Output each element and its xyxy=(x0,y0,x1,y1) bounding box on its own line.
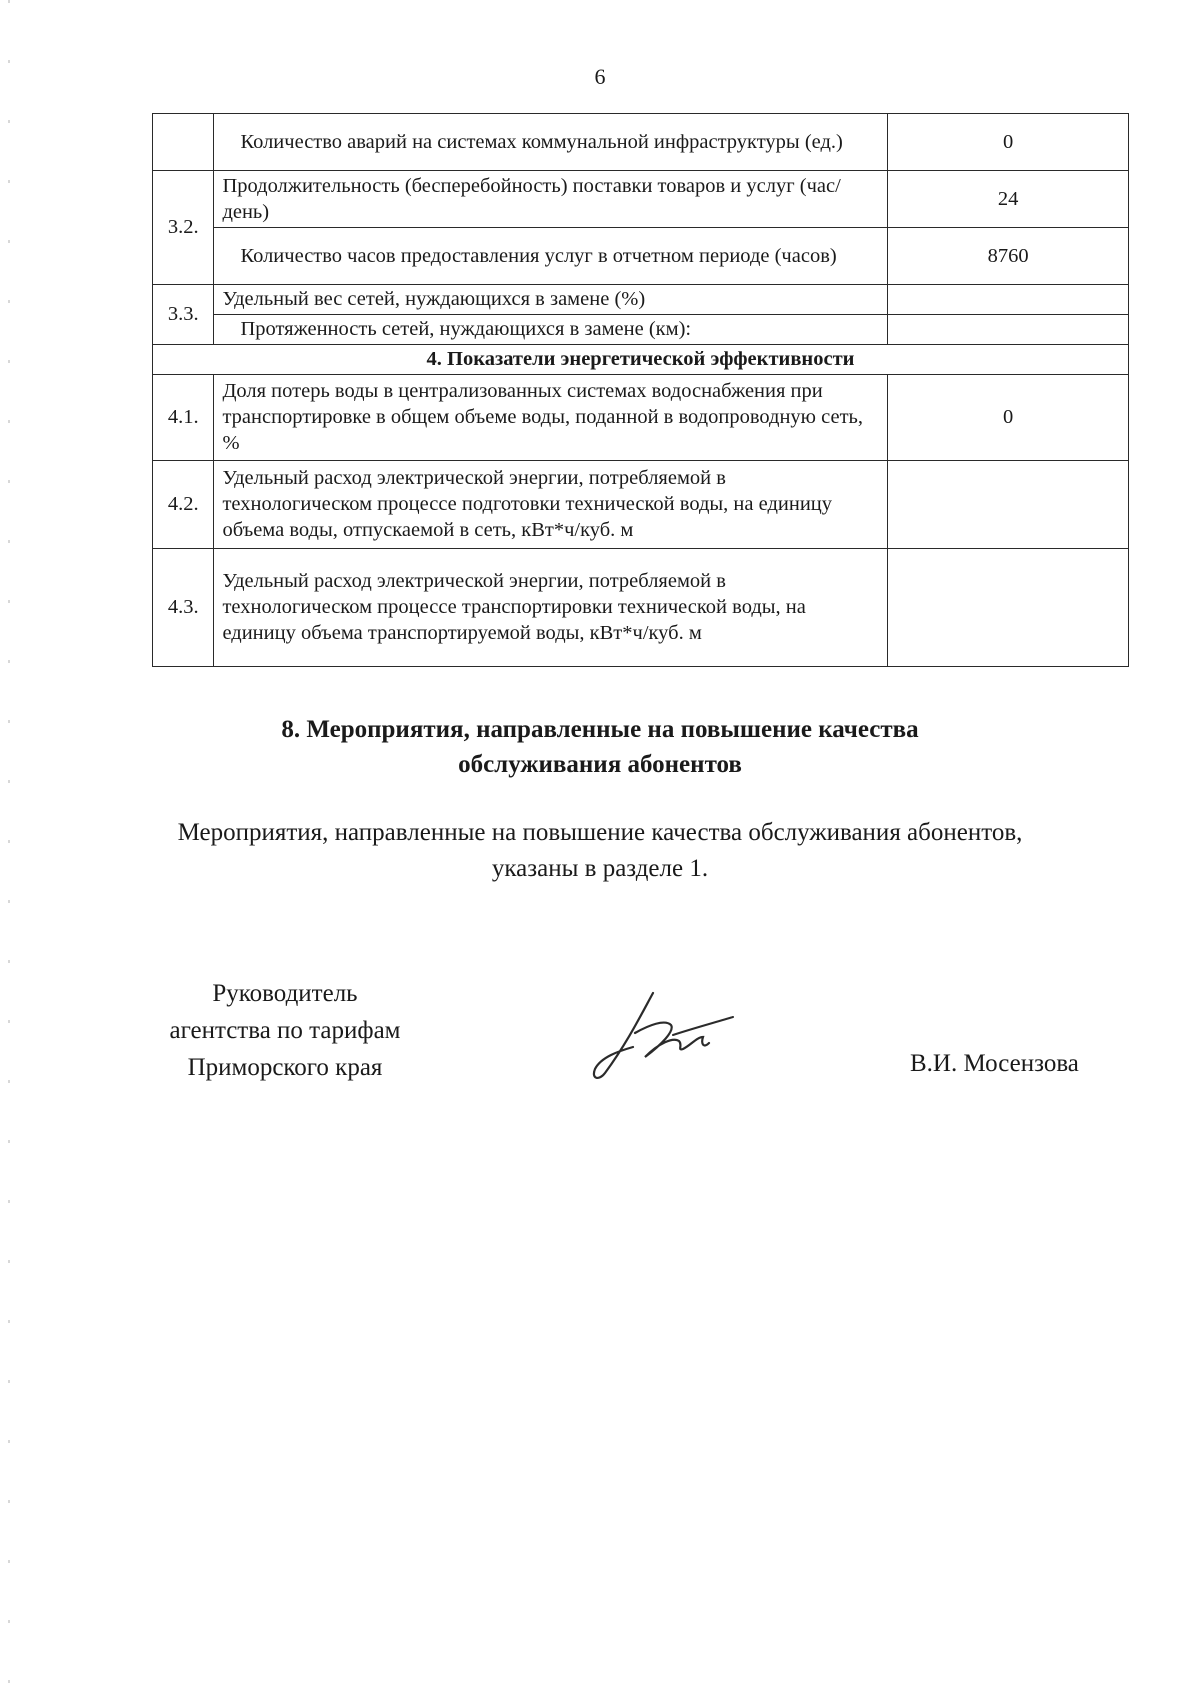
row-value xyxy=(888,549,1129,667)
row-number: 3.3. xyxy=(153,285,214,345)
section-title: 4. Показатели энергетической эффективности xyxy=(153,345,1129,375)
row-number: 4.3. xyxy=(153,549,214,667)
table-row xyxy=(153,114,1129,171)
indicators-table xyxy=(152,113,1129,667)
row-value xyxy=(888,461,1129,549)
row-description: Удельный вес сетей, нуждающихся в замене (%) xyxy=(214,285,888,315)
row-number: 3.2. xyxy=(153,171,214,285)
page-number: 6 xyxy=(594,64,606,89)
row-value: 24 xyxy=(888,171,1129,228)
row-number: 4.2. xyxy=(153,461,214,549)
table-row xyxy=(153,171,1129,228)
paragraph-line: указаны в разделе 1. xyxy=(491,855,709,882)
row-description: Доля потерь воды в централизованных системах водоснабжения при транспортировке в общем объеме воды, поданной в водопроводную сеть, % xyxy=(214,375,888,461)
row-description: Количество часов предоставления услуг в отчетном периоде (часов) xyxy=(214,228,888,285)
signer-name: В.И. Мосензова xyxy=(910,1050,1079,1077)
section-heading xyxy=(0,712,1200,782)
row-description: Продолжительность (бесперебойность) поставки товаров и услуг (час/день) xyxy=(214,171,888,228)
row-number xyxy=(153,114,214,171)
body-paragraph xyxy=(0,815,1200,887)
signer-title-line: Руководитель xyxy=(212,980,358,1007)
row-value: 0 xyxy=(888,375,1129,461)
handwritten-signature xyxy=(575,985,735,1085)
row-value: 8760 xyxy=(888,228,1129,285)
row-description: Протяженность сетей, нуждающихся в замене (км): xyxy=(214,315,888,345)
signer-title-line: агентства по тарифам xyxy=(169,1017,401,1044)
signer-title xyxy=(140,975,430,1086)
row-description: Количество аварий на системах коммунальной инфраструктуры (ед.) xyxy=(214,114,888,171)
paragraph-line: Мероприятия, направленные на повышение качества обслуживания абонентов, xyxy=(177,819,1023,846)
heading-line: 8. Мероприятия, направленные на повышение качества xyxy=(281,716,919,743)
table-row xyxy=(153,315,1129,345)
table-row xyxy=(153,375,1129,461)
row-value xyxy=(888,315,1129,345)
row-number: 4.1. xyxy=(153,375,214,461)
table-row xyxy=(153,228,1129,285)
row-value: 0 xyxy=(888,114,1129,171)
row-value xyxy=(888,285,1129,315)
row-description: Удельный расход электрической энергии, потребляемой в технологическом процессе подготовки технической воды, на единицу объема воды, отпускаемой в сеть, кВт*ч/куб. м xyxy=(214,461,888,549)
signer-title-line: Приморского края xyxy=(187,1054,383,1081)
table-row xyxy=(153,285,1129,315)
section-header-row xyxy=(153,345,1129,375)
heading-line: обслуживания абонентов xyxy=(458,751,742,778)
row-description: Удельный расход электрической энергии, потребляемой в технологическом процессе транспортировки технической воды, на единицу объема транспортируемой воды, кВт*ч/куб. м xyxy=(214,549,888,667)
table-row xyxy=(153,549,1129,667)
table-row xyxy=(153,461,1129,549)
